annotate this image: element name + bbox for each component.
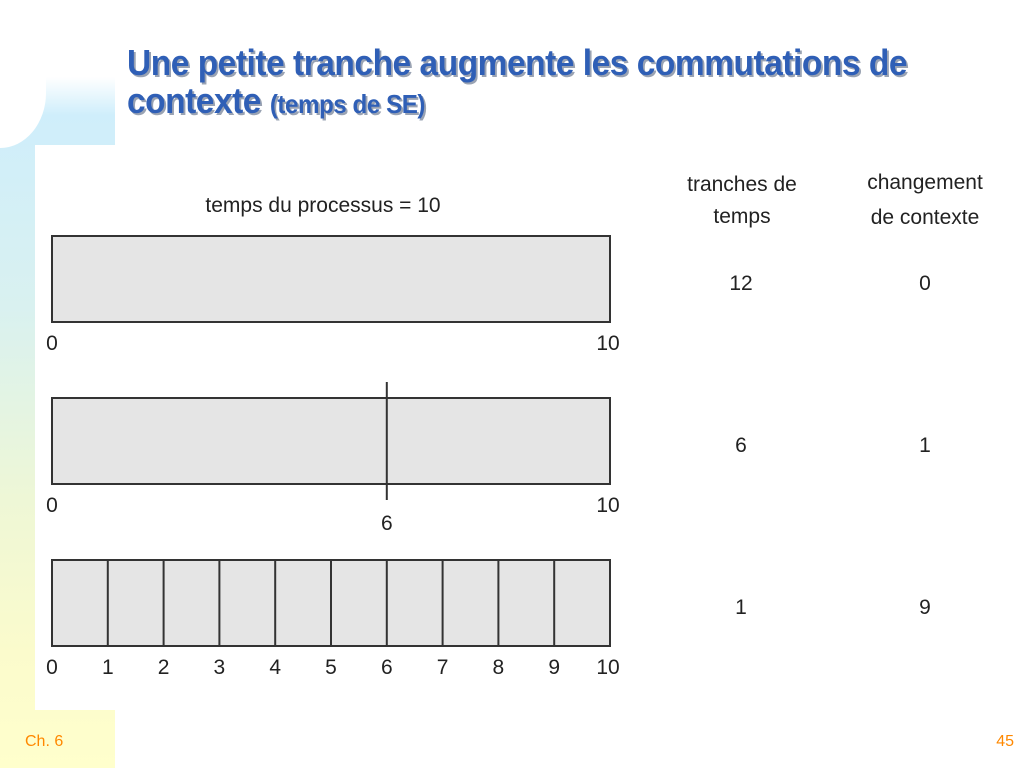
title-main: Une petite tranche augmente les commutations de contexte (127, 42, 907, 121)
context-switch-value: 1 (919, 434, 931, 457)
tick-label: 0 (46, 656, 58, 679)
tick-label: 1 (101, 656, 114, 679)
context-switch-value: 9 (919, 596, 931, 619)
diagram-rows (46, 236, 931, 679)
bar-row-1 (52, 236, 610, 322)
switch-header-line1: changement (867, 171, 983, 194)
quantum-value: 6 (735, 434, 747, 457)
tick-label: 9 (548, 656, 561, 679)
tick-label: 6 (380, 656, 393, 679)
tick-label: 8 (492, 656, 505, 679)
tick-label: 0 (46, 332, 58, 355)
tick-label: 10 (596, 656, 620, 679)
chapter-label: Ch. 6 (25, 733, 64, 750)
page-number: 45 (996, 733, 1014, 750)
switch-header-line2: de contexte (870, 206, 980, 229)
tick-label: 4 (269, 656, 282, 679)
bar-row-2 (52, 398, 610, 484)
tick-label: 3 (213, 656, 226, 679)
tick-label: 7 (436, 656, 449, 679)
tick-label: 5 (325, 656, 337, 679)
quantum-value: 1 (735, 596, 747, 619)
tick-label: 0 (46, 494, 58, 517)
tick-label: 10 (596, 494, 620, 517)
context-switch-value: 0 (919, 272, 931, 295)
tick-label: 6 (380, 512, 393, 535)
quantum-header-line2: temps (713, 205, 771, 228)
quantum-value: 12 (729, 272, 753, 295)
quantum-header-line1: tranches de (687, 173, 797, 196)
tick-label: 10 (596, 332, 620, 355)
tick-label: 2 (157, 656, 170, 679)
title-sub: (temps de SE) (269, 89, 426, 119)
process-time-label: temps du processus = 10 (205, 194, 441, 217)
